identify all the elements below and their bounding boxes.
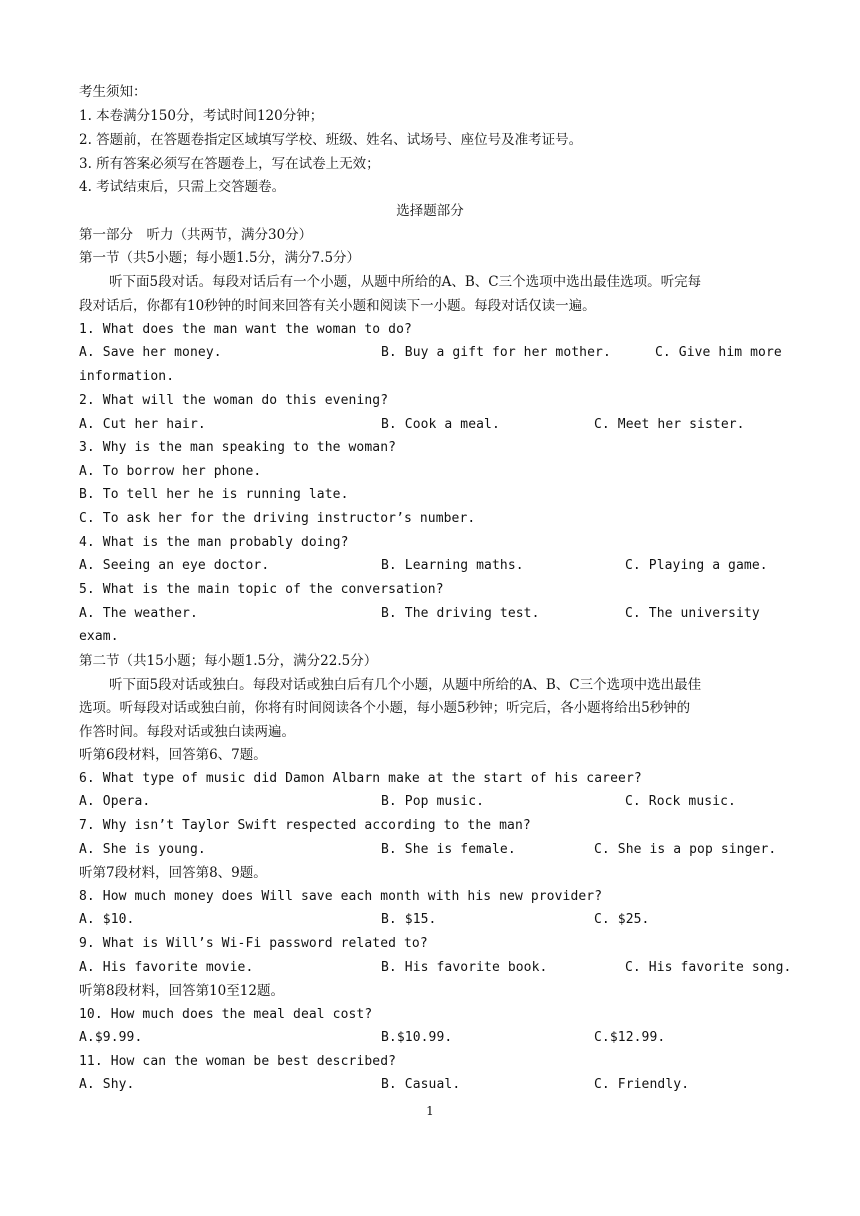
q7-option-c: C. She is a pop singer.: [594, 842, 777, 857]
q2-option-c: C. Meet her sister.: [594, 417, 745, 432]
q5-option-b: B. The driving test.: [381, 606, 540, 621]
q2-stem: 2. What will the woman do this evening?: [79, 393, 389, 408]
q5-option-a: A. The weather.: [79, 606, 198, 621]
q11-option-a: A. Shy.: [79, 1077, 135, 1092]
q9-option-b: B. His favorite book.: [381, 960, 548, 975]
q1-option-a: A. Save her money.: [79, 345, 222, 360]
q9-stem: 9. What is Will’s Wi-Fi password related to?: [79, 936, 428, 951]
q1-stem: 1. What does the man want the woman to do?: [79, 322, 412, 337]
q10-option-a: A.$9.99.: [79, 1030, 143, 1045]
q6-stem: 6. What type of music did Damon Albarn make at the start of his career?: [79, 771, 642, 786]
q4-option-b: B. Learning maths.: [381, 558, 524, 573]
q1-option-b: B. Buy a gift for her mother.: [381, 345, 611, 360]
page-number: 1: [426, 1104, 434, 1118]
q6-option-a: A. Opera.: [79, 794, 151, 809]
q9-option-a: A. His favorite movie.: [79, 960, 254, 975]
q8-option-a: A. $10.: [79, 912, 135, 927]
q4-option-a: A. Seeing an eye doctor.: [79, 558, 270, 573]
section-title: 选择题部分: [396, 203, 464, 219]
q2-option-b: B. Cook a meal.: [381, 417, 500, 432]
sec1-title: 第一节（共5小题；每小题1.5分，满分7.5分）: [79, 250, 361, 266]
q3-stem: 3. Why is the man speaking to the woman?: [79, 440, 397, 455]
notice-item-4: 4. 考试结束后，只需上交答题卷。: [79, 179, 286, 195]
notice-title: 考生须知：: [79, 84, 147, 100]
q5-option-c: C. The university: [625, 606, 760, 621]
q11-option-b: B. Casual.: [381, 1077, 461, 1092]
sec2-intro-2: 选项。听每段对话或独白前，你将有时间阅读各个小题，每小题5秒钟；听完后，各小题将给出5秒钟的: [79, 700, 691, 716]
q8-stem: 8. How much money does Will save each month with his new provider?: [79, 889, 603, 904]
material-6-heading: 听第6段材料，回答第6、7题。: [79, 747, 267, 763]
notice-item-3: 3. 所有答案必须写在答题卷上，写在试卷上无效；: [79, 156, 380, 172]
sec2-intro-1: 听下面5段对话或独白。每段对话或独白后有几个小题，从题中所给的A、B、C三个选项中选出最佳: [109, 677, 702, 693]
sec2-title: 第二节（共15小题；每小题1.5分，满分22.5分）: [79, 653, 378, 669]
q4-stem: 4. What is the man probably doing?: [79, 535, 349, 550]
material-8-heading: 听第8段材料，回答第10至12题。: [79, 983, 284, 999]
q3-option-a: A. To borrow her phone.: [79, 464, 262, 479]
q10-option-c: C.$12.99.: [594, 1030, 666, 1045]
q1-option-c: C. Give him more: [655, 345, 782, 360]
q11-stem: 11. How can the woman be best described?: [79, 1054, 397, 1069]
material-7-heading: 听第7段材料，回答第8、9题。: [79, 865, 267, 881]
notice-item-1: 1. 本卷满分150分，考试时间120分钟；: [79, 108, 324, 124]
sec1-intro-1: 听下面5段对话。每段对话后有一个小题，从题中所给的A、B、C三个选项中选出最佳选项。听完每: [109, 274, 702, 290]
q5-stem: 5. What is the main topic of the conversation?: [79, 582, 444, 597]
q8-option-b: B. $15.: [381, 912, 437, 927]
q6-option-b: B. Pop music.: [381, 794, 485, 809]
q11-option-c: C. Friendly.: [594, 1077, 690, 1092]
q1-option-c-cont: information.: [79, 369, 175, 384]
q2-option-a: A. Cut her hair.: [79, 417, 206, 432]
part1-title: 第一部分 听力（共两节，满分30分）: [79, 227, 313, 243]
q8-option-c: C. $25.: [594, 912, 650, 927]
q7-option-b: B. She is female.: [381, 842, 516, 857]
q7-stem: 7. Why isn’t Taylor Swift respected according to the man?: [79, 818, 531, 833]
q7-option-a: A. She is young.: [79, 842, 206, 857]
q6-option-c: C. Rock music.: [625, 794, 736, 809]
q3-option-c: C. To ask her for the driving instructor’s number.: [79, 511, 476, 526]
sec2-intro-3: 作答时间。每段对话或独白读两遍。: [79, 724, 295, 740]
notice-item-2: 2. 答题前，在答题卷指定区域填写学校、班级、姓名、试场号、座位号及准考证号。: [79, 132, 583, 148]
sec1-intro-2: 段对话后，你都有10秒钟的时间来回答有关小题和阅读下一小题。每段对话仅读一遍。: [79, 298, 596, 314]
q4-option-c: C. Playing a game.: [625, 558, 768, 573]
q9-option-c: C. His favorite song.: [625, 960, 792, 975]
q5-option-c-cont: exam.: [79, 629, 119, 644]
q10-option-b: B.$10.99.: [381, 1030, 453, 1045]
q3-option-b: B. To tell her he is running late.: [79, 487, 349, 502]
q10-stem: 10. How much does the meal deal cost?: [79, 1007, 373, 1022]
